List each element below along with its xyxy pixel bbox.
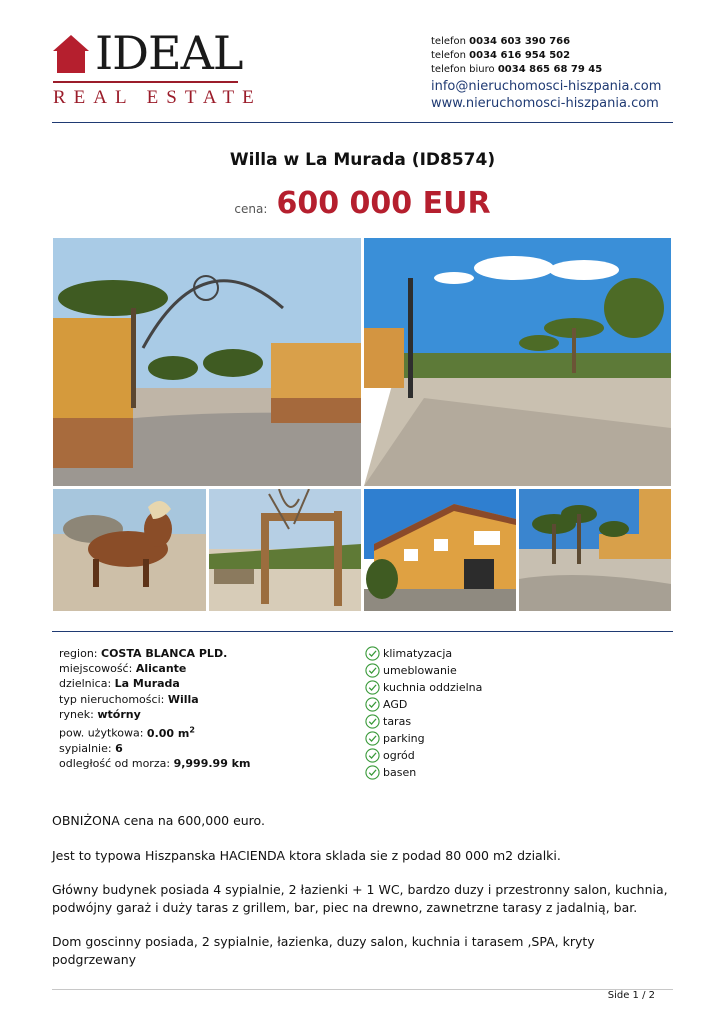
page-number: Side 1 / 2 [607,990,655,1001]
check-circle-icon [365,714,380,729]
phone-line: telefon 0034 616 954 502 [431,50,571,61]
section-divider [52,631,673,632]
details-list [59,646,250,771]
property-photo[interactable] [209,489,361,611]
logo-wordmark: IDEAL [95,26,243,80]
features-list [365,645,482,781]
contact-block [431,35,661,112]
feature-item: taras [365,713,482,730]
price-value: 600 000 EUR [276,186,491,221]
check-circle-icon [365,765,380,780]
detail-row: odległość od morza: 9,999.99 km [59,757,251,771]
description [52,812,677,985]
description-paragraph: Jest to typowa Hiszpanska HACIENDA ktora sklada sie z podad 80 000 m2 dzialki. [52,847,561,863]
detail-row: typ nieruchomości: Willa [59,692,199,706]
property-photo[interactable] [53,489,206,611]
feature-item: umeblowanie [365,662,482,679]
description-paragraph: Główny budynek posiada 4 sypialnie, 2 łazienki + 1 WC, bardzo duzy i przestronny salon, kuchnia, podwójny garaż i duży taras z grillem, bar, piec na drewno, zawnetrzne tarasy z jadalnią, bar. [52,882,668,915]
phone-line: telefon 0034 603 390 766 [431,36,571,47]
feature-item: parking [365,730,482,747]
feature-item: basen [365,764,482,781]
website-link[interactable]: www.nieruchomosci-hiszpania.com [431,96,659,111]
feature-item: AGD [365,696,482,713]
check-circle-icon [365,697,380,712]
detail-row: sypialnie: 6 [59,741,123,755]
check-circle-icon [365,663,380,678]
feature-item: klimatyzacja [365,645,482,662]
email-link[interactable]: info@nieruchomosci-hiszpania.com [431,79,662,94]
detail-row: region: COSTA BLANCA PLD. [59,647,228,660]
feature-item: ogród [365,747,482,764]
description-paragraph: OBNIŻONA cena na 600,000 euro. [52,813,265,828]
price-row [0,186,725,221]
price-label: cena: [234,202,268,216]
phone-line: telefon biuro 0034 865 68 79 45 [431,64,603,75]
description-paragraph: Dom goscinny posiada, 2 sypialnie, łazienka, duzy salon, kuchnia i tarasem ,SPA, kryty podgrzewany [52,934,595,967]
check-circle-icon [365,680,380,695]
page-title: Willa w La Murada (ID8574) [229,150,496,170]
detail-row: dzielnica: La Murada [59,677,180,691]
detail-row: miejscowość: Alicante [59,662,187,676]
footer-divider [52,989,673,990]
feature-item: kuchnia oddzielna [365,679,482,696]
logo-subtitle: REAL ESTATE [53,87,262,108]
check-circle-icon [365,748,380,763]
header-divider [52,122,673,123]
property-photo[interactable] [519,489,671,611]
detail-row: pow. użytkowa: 0.00 $m^2$ [59,725,195,740]
property-photo[interactable] [364,489,516,611]
logo-divider [53,81,238,83]
check-circle-icon [365,646,380,661]
detail-row: rynek: wtórny [59,707,141,721]
property-photo[interactable] [364,238,671,486]
check-circle-icon [365,731,380,746]
house-icon [53,35,89,73]
property-photo[interactable] [53,238,361,486]
